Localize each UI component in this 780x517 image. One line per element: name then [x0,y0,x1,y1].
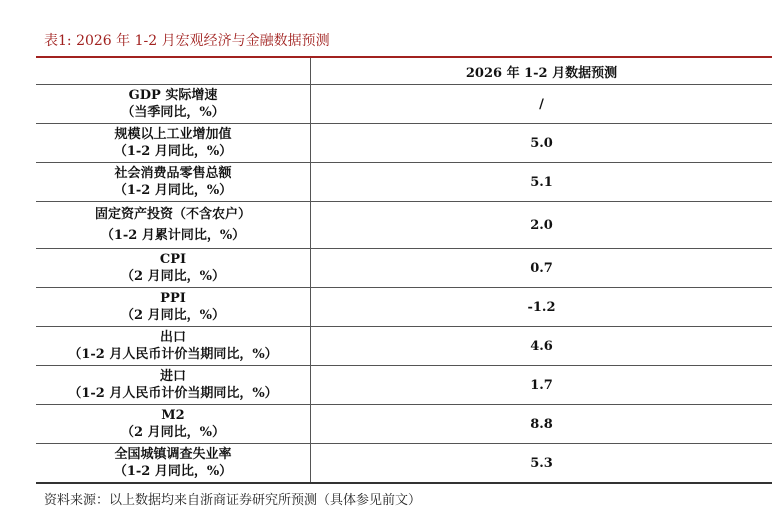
forecast-value: 5.1 [530,174,553,190]
header-empty-cell [36,58,311,84]
indicator-cell [36,288,311,326]
table-header-row [36,58,772,85]
table-row [36,327,772,366]
indicator-cell [36,249,311,287]
table-row [36,85,772,124]
forecast-value: 0.7 [530,260,553,276]
indicator-cell [36,202,311,248]
indicator-cell [36,85,311,123]
forecast-value: 4.6 [530,338,553,354]
indicator-unit: （1-2 月人民币计价当期同比，%） [68,386,278,401]
indicator-unit: （1-2 月同比，%） [113,144,233,159]
indicator-unit: （1-2 月人民币计价当期同比，%） [68,347,278,362]
indicator-cell [36,405,311,443]
forecast-value: 8.8 [530,416,553,432]
table-row [36,444,772,484]
indicator-name: 固定资产投资（不含农户） [94,207,251,222]
indicator-name: 进口 [159,369,186,384]
indicator-name: 规模以上工业增加值 [114,127,232,142]
indicator-unit: （1-2 月同比，%） [113,183,233,198]
indicator-cell [36,444,311,482]
table-title: 表1: 2026 年 1-2 月宏观经济与金融数据预测 [44,33,330,49]
indicator-unit: （2 月同比，%） [121,269,225,284]
indicator-name: CPI [159,252,187,267]
source-note: 资料来源：以上数据均来自浙商证券研究所预测（具体参见前文） [44,493,422,508]
indicator-unit: （1-2 月累计同比，%） [100,228,246,243]
indicator-name: PPI [160,291,186,306]
table-row [36,405,772,444]
indicator-name: 全国城镇调查失业率 [114,447,232,462]
indicator-cell [36,163,311,201]
forecast-value: -1.2 [527,299,556,315]
indicator-unit: （2 月同比，%） [121,308,225,323]
indicator-cell [36,124,311,162]
table-row [36,288,772,327]
indicator-name: 社会消费品零售总额 [114,166,232,181]
forecast-value: 5.3 [530,455,553,471]
forecast-value: / [539,96,544,112]
indicator-name: M2 [161,408,185,423]
table-row [36,163,772,202]
forecast-value: 5.0 [530,135,553,151]
forecast-value: 1.7 [530,377,553,393]
forecast-value: 2.0 [530,217,553,233]
indicator-cell [36,327,311,365]
indicator-unit: （当季同比，%） [121,105,225,120]
indicator-unit: （1-2 月同比，%） [113,464,233,479]
forecast-table [36,56,772,484]
table-row [36,202,772,249]
indicator-name: GDP 实际增速 [128,88,218,103]
indicator-cell [36,366,311,404]
indicator-unit: （2 月同比，%） [121,425,225,440]
column-header: 2026 年 1-2 月数据预测 [465,65,618,81]
table-row [36,249,772,288]
indicator-name: 出口 [159,330,186,345]
table-row [36,124,772,163]
table-row [36,366,772,405]
